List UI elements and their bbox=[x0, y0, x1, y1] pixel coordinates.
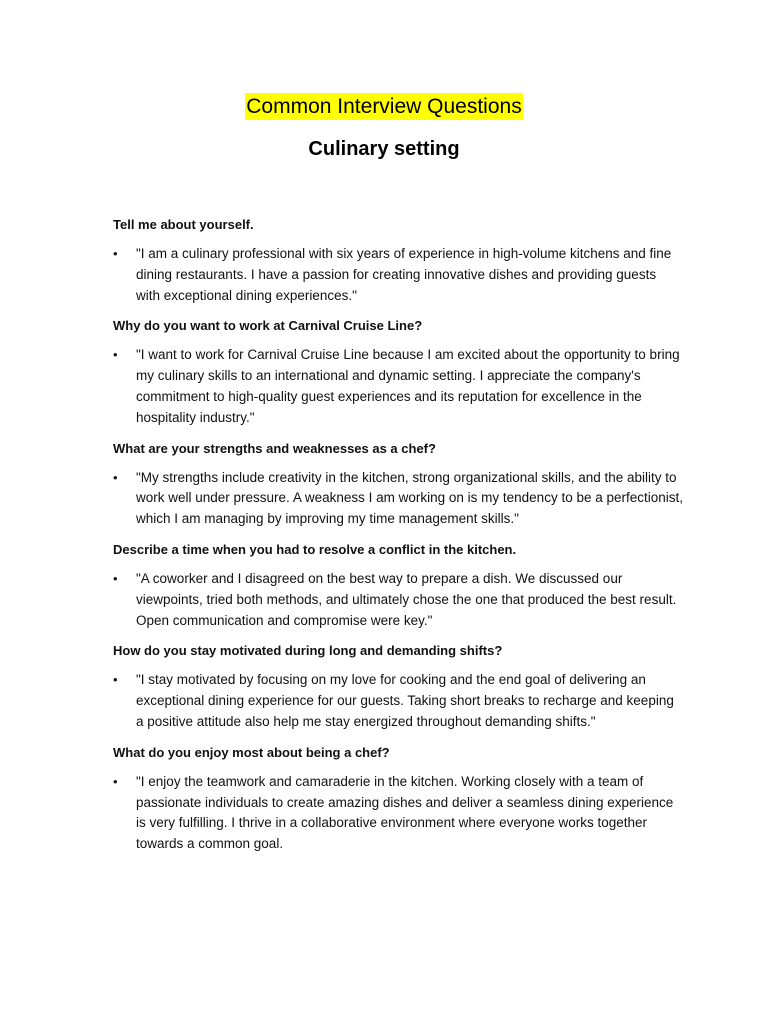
qa-item bbox=[113, 438, 683, 530]
bullet-icon: • bbox=[113, 469, 118, 485]
answer-text: "I stay motivated by focusing on my love for cooking and the end goal of delivering an exceptional dining experience for our guests. Taking short breaks to recharge and keeping a positive attitude also help me stay energized throughout demanding shifts." bbox=[136, 672, 674, 729]
document-subtitle: Culinary setting bbox=[308, 138, 460, 160]
bullet-icon: • bbox=[113, 246, 118, 261]
answer-text: "A coworker and I disagreed on the best way to prepare a dish. We discussed our viewpoints, tried both methods, and ultimately chose the one that produced the best result. Open communication and compromise were key." bbox=[136, 570, 677, 628]
answer-text: "I am a culinary professional with six years of experience in high-volume kitchens and fine dining restaurants. I have a passion for creating innovative dishes and providing guests with exceptional dining experiences." bbox=[136, 246, 672, 303]
bullet-icon: • bbox=[113, 347, 118, 363]
answer-text: "I want to work for Carnival Cruise Line because I am excited about the opportunity to bring my culinary skills to an international and dynamic setting. I appreciate the company's commitment to high-quality guest experiences and its reputation for excellence in the hospitality industry." bbox=[136, 347, 680, 425]
question-text: Describe a time when you had to resolve a conflict in the kitchen. bbox=[113, 541, 517, 557]
question-text: What are your strengths and weaknesses as a chef? bbox=[113, 440, 436, 456]
bullet-icon: • bbox=[113, 773, 118, 789]
question-text: Why do you want to work at Carnival Cruise Line? bbox=[113, 318, 423, 334]
answer-item bbox=[113, 670, 683, 732]
qa-item bbox=[113, 214, 683, 306]
answer-item bbox=[113, 244, 683, 306]
qa-item bbox=[113, 315, 683, 428]
question-text: How do you stay motivated during long and demanding shifts? bbox=[113, 643, 503, 659]
subtitle-container bbox=[0, 136, 768, 162]
title-container bbox=[0, 93, 768, 120]
answer-item bbox=[113, 468, 683, 530]
answer-text: "I enjoy the teamwork and camaraderie in the kitchen. Working closely with a team of passionate individuals to create amazing dishes and deliver a seamless dining experience is very fulfilling. I thrive in a collaborative environment where everyone works together towards a common goal. bbox=[136, 773, 674, 852]
answer-text: "My strengths include creativity in the kitchen, strong organizational skills, and the ability to work well under pressure. A weakness I am working on is my tendency to be a perfectionist, which I am managing by improving my time management skills." bbox=[136, 469, 684, 527]
qa-item bbox=[113, 539, 683, 631]
qa-list bbox=[113, 214, 683, 864]
question-text: Tell me about yourself. bbox=[113, 217, 254, 232]
bullet-icon: • bbox=[113, 672, 118, 688]
document-title: Common Interview Questions bbox=[246, 95, 522, 118]
question-text: What do you enjoy most about being a chef? bbox=[113, 744, 390, 760]
answer-item bbox=[113, 569, 683, 631]
answer-item bbox=[113, 345, 683, 428]
qa-item bbox=[113, 742, 683, 855]
answer-item bbox=[113, 772, 683, 855]
bullet-icon: • bbox=[113, 570, 118, 586]
qa-item bbox=[113, 640, 683, 732]
